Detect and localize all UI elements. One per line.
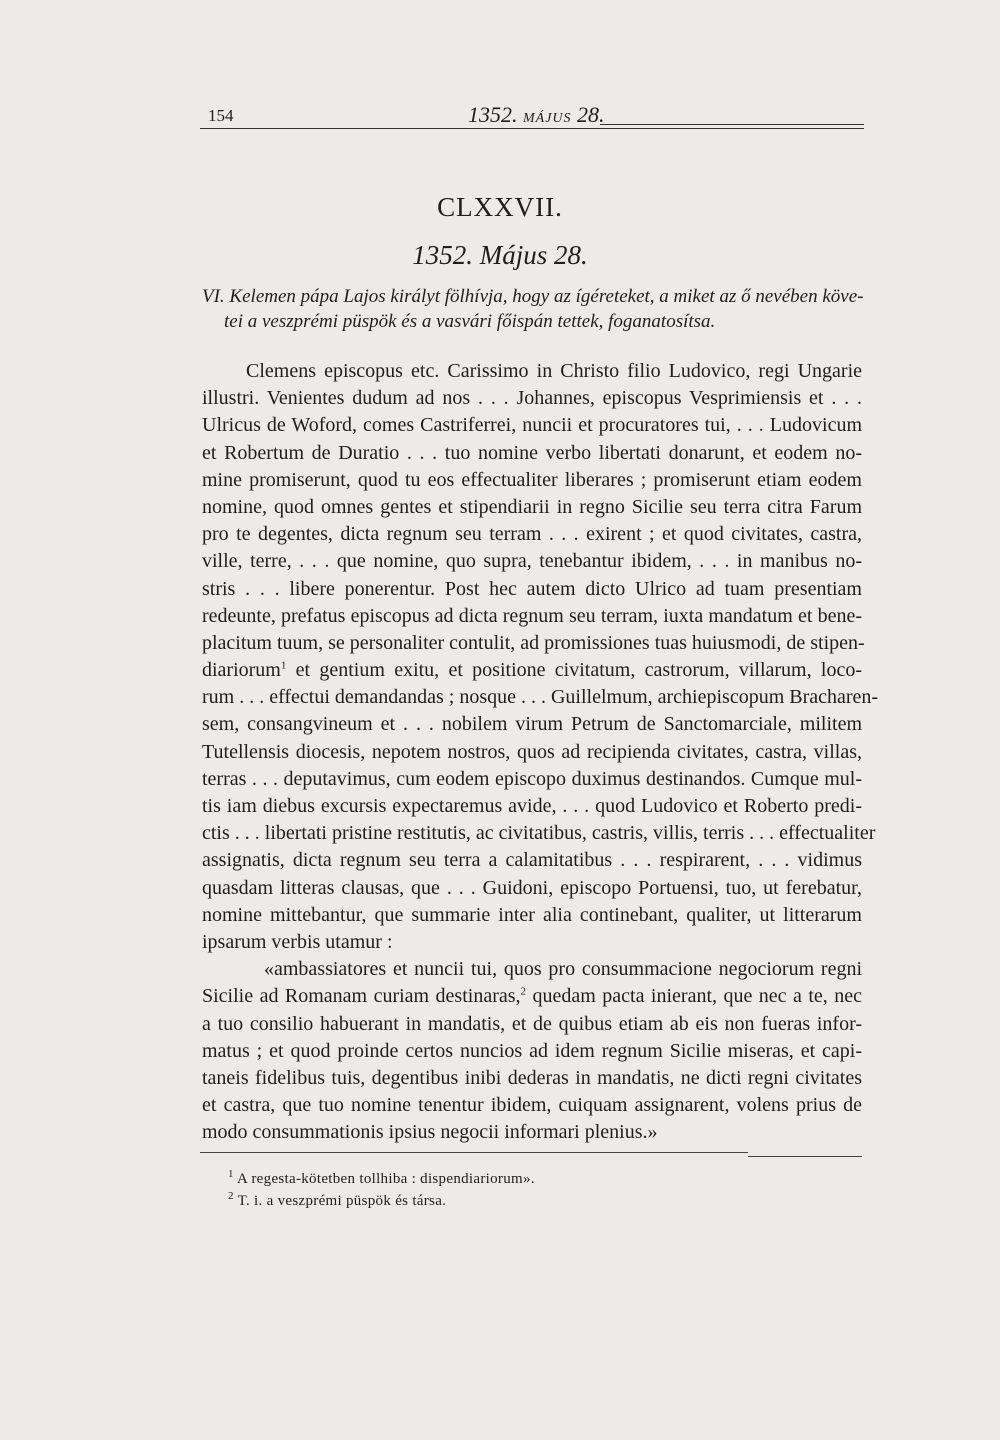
body-line-end: et gentium exitu, et positione civitatum, castrorum, villarum, loco- bbox=[286, 659, 862, 682]
body-line: Ulricus de Woford, comes Castriferrei, nuncii et procuratores tui, . . . Ludovicum bbox=[202, 414, 862, 437]
body-line-with-footnote bbox=[202, 657, 862, 684]
running-year: 1352. bbox=[468, 102, 518, 127]
quoted-line: «ambassiatores et nuncii tui, quos pro consummacione negociorum regni bbox=[264, 958, 862, 981]
body-line: Tutellensis diocesis, nepotem nostros, quos ad recipienda civitates, castra, villas, bbox=[202, 740, 862, 763]
footnote-1-text: A regesta-kötetben tollhiba : dispendiariorum». bbox=[233, 1171, 535, 1187]
body-line: nomine mittebantur, que summarie inter alia continebant, qualiter, ut litterarum bbox=[202, 903, 862, 926]
running-month: MÁJUS bbox=[523, 111, 572, 126]
quoted-line: et castra, que tuo nomine tenentur ibidem, cuiquam assignarent, volens prius de bbox=[202, 1094, 862, 1117]
footnote-marker-2: 2 bbox=[520, 985, 527, 998]
body-line: assignatis, dicta regnum seu terra a calamitatibus . . . respirarent, . . . vidimus bbox=[202, 849, 862, 872]
body-line: rum . . . effectui demandandas ; nosque . . . Guillelmum, archiepiscopum Bracharen- bbox=[202, 686, 879, 709]
quoted-line: matus ; et quod proinde certos nuncios ad idem regnum Sicilie miseras, et capi- bbox=[202, 1039, 862, 1062]
footnote-2 bbox=[228, 1190, 848, 1212]
body-line: redeunte, prefatus episcopus ad dicta regnum seu terram, iuxta mandatum et bene- bbox=[202, 604, 862, 627]
footnote-marker-1: 1 bbox=[280, 659, 287, 672]
document-summary bbox=[202, 284, 862, 334]
body-line: mine promiserunt, quod tu eos effectualiter liberares ; promiserunt etiam eodem bbox=[202, 468, 862, 491]
summary-line-1: VI. Kelemen pápa Lajos királyt fölhívja, hogy az ígéreteket, a miket az ő nevében köve- bbox=[202, 286, 864, 307]
body-line: Clemens episcopus etc. Carissimo in Christo filio Ludovico, regi Ungarie bbox=[246, 360, 862, 382]
footnote-rule bbox=[200, 1152, 748, 1153]
footnote-2-text: T. i. a veszprémi püspök és társa. bbox=[233, 1193, 447, 1209]
footnote-1-mark: 1 bbox=[228, 1168, 234, 1180]
document-date: 1352. Május 28. bbox=[412, 240, 588, 270]
body-line: sem, consangvineum et . . . nobilem virum Petrum de Sanctomarciale, militem bbox=[202, 713, 862, 736]
running-title bbox=[468, 102, 605, 128]
quoted-line: taneis fidelibus tuis, degentibus inibi dederas in mandatis, ne dicti regni civitates bbox=[202, 1066, 862, 1089]
body-line: et Robertum de Duratio . . . tuo nomine verbo libertati donarunt, et eodem no- bbox=[202, 441, 862, 464]
running-day: 28. bbox=[577, 102, 605, 127]
quoted-line-start: Sicilie ad Romanam curiam destinaras, bbox=[202, 985, 521, 1008]
quoted-line-end: quedam pacta inierant, que nec a te, nec bbox=[526, 985, 862, 1008]
header-rule bbox=[200, 128, 864, 129]
body-line: tis iam diebus excursis expectaremus avide, . . . quod Ludovico et Roberto predi- bbox=[202, 795, 862, 817]
body-line: ville, terre, . . . que nomine, quo supra, tenebantur ibidem, . . . in manibus no- bbox=[202, 550, 862, 573]
body-line: terras . . . deputavimus, cum eodem episcopo duximus destinandos. Cumque mul- bbox=[202, 767, 862, 790]
body-line: ipsarum verbis utamur : bbox=[202, 930, 393, 953]
document-body bbox=[202, 358, 879, 1146]
footnote-2-mark: 2 bbox=[228, 1190, 234, 1202]
running-header bbox=[200, 102, 864, 130]
footnote-1 bbox=[228, 1168, 848, 1190]
body-line: nomine, quod omnes gentes et stipendiarii in regno Sicilie seu terra citra Farum bbox=[202, 495, 862, 518]
quoted-line: a tuo consilio habuerant in mandatis, et de quibus etiam ab eis non fueras infor- bbox=[202, 1012, 862, 1035]
body-line: ctis . . . libertati pristine restitutis, ac civitatibus, castris, villis, terris . . . effectualiter bbox=[202, 822, 876, 845]
quoted-line: modo consummationis ipsius negocii informari plenius.» bbox=[202, 1121, 658, 1144]
footnote-rule-right bbox=[748, 1156, 862, 1157]
body-line: stris . . . libere ponerentur. Post hec autem dicto Ulrico ad tuam presentiam bbox=[202, 577, 862, 600]
document-number: CLXXVII. bbox=[437, 192, 563, 222]
body-line: quasdam litteras clausas, que . . . Guidoni, episcopo Portuensi, tuo, ut ferebatur, bbox=[202, 876, 862, 899]
body-line: placitum tuum, se personaliter contulit, ad promissiones tuas huiusmodi, de stipen- bbox=[202, 631, 865, 654]
body-line-start: diariorum bbox=[202, 659, 281, 682]
footnotes bbox=[228, 1168, 848, 1212]
page-number: 154 bbox=[208, 106, 234, 125]
summary-line-2: tei a veszprémi püspök és a vasvári főispán tettek, foganatosítsa. bbox=[224, 311, 716, 332]
body-line: pro te degentes, dicta regnum seu terram . . . exirent ; et quod civitates, castra, bbox=[202, 523, 862, 546]
header-rule-right bbox=[600, 124, 864, 125]
quoted-line-with-footnote bbox=[202, 983, 862, 1010]
body-line: illustri. Venientes dudum ad nos . . . Johannes, episcopus Vesprimiensis et . . . bbox=[202, 387, 862, 410]
